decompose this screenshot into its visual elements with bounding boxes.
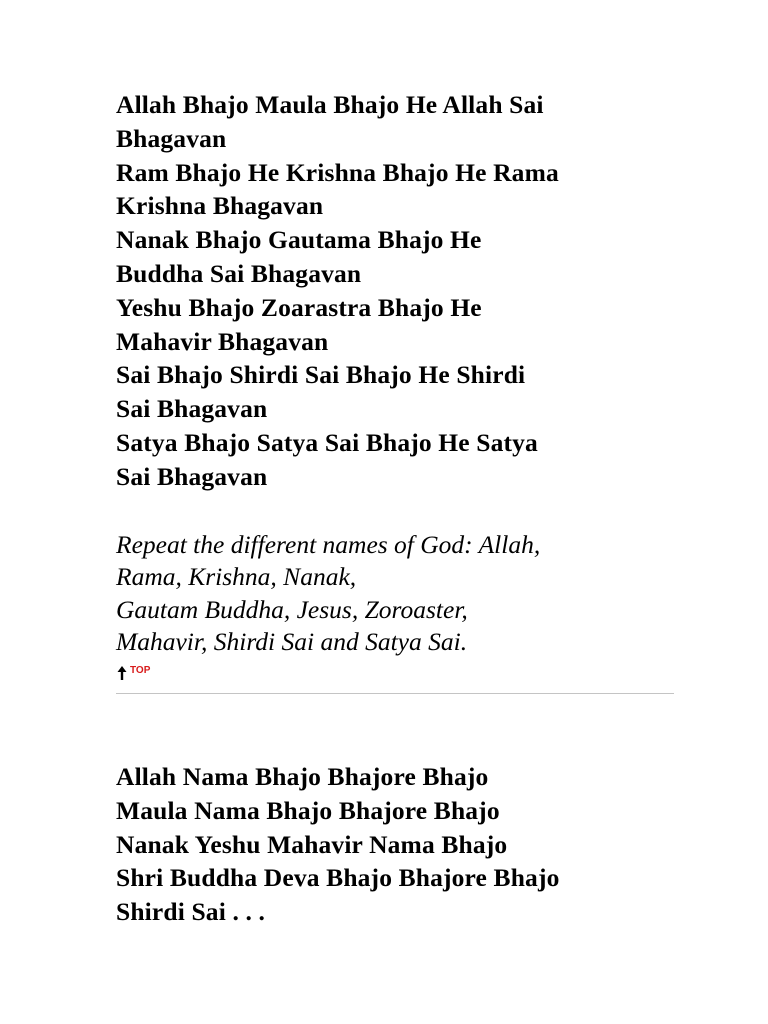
lyric-line: Nanak Yeshu Mahavir Nama Bhajo bbox=[116, 829, 508, 859]
bhajan-lyrics bbox=[116, 88, 676, 494]
bhajan-lyrics-second bbox=[116, 760, 559, 929]
lyric-line: Yeshu Bhajo Zoarastra Bhajo He bbox=[116, 292, 482, 322]
lyric-line: Bhagavan bbox=[116, 123, 227, 153]
lyric-line: Krishna Bhagavan bbox=[116, 191, 324, 221]
lyric-line: Sai Bhajo Shirdi Sai Bhajo He Shirdi bbox=[116, 360, 526, 390]
lyric-line: Shirdi Sai . . . bbox=[116, 897, 266, 927]
lyric-line: Mahavir Bhagavan bbox=[116, 326, 329, 356]
back-to-top-link[interactable] bbox=[116, 659, 150, 681]
up-arrow-icon bbox=[116, 665, 128, 681]
meaning-line: Gautam Buddha, Jesus, Zoroaster, bbox=[116, 594, 468, 624]
meaning-line: Repeat the different names of God: Allah, bbox=[116, 529, 541, 559]
lyric-line: Maula Nama Bhajo Bhajore Bhajo bbox=[116, 795, 500, 825]
lyric-line: Nanak Bhajo Gautama Bhajo He bbox=[116, 225, 482, 255]
meaning-line: Rama, Krishna, Nanak, bbox=[116, 562, 357, 592]
top-link-label: TOP bbox=[130, 664, 151, 676]
meaning-line: Mahavir, Shirdi Sai and Satya Sai. bbox=[116, 627, 468, 657]
lyric-line: Buddha Sai Bhagavan bbox=[116, 258, 362, 288]
section-divider bbox=[116, 693, 674, 694]
lyric-line: Allah Bhajo Maula Bhajo He Allah Sai bbox=[116, 90, 544, 119]
lyric-line: Sai Bhagavan bbox=[116, 461, 268, 491]
bhajan-meaning bbox=[116, 529, 676, 659]
document-page bbox=[116, 88, 676, 927]
lyric-line: Satya Bhajo Satya Sai Bhajo He Satya bbox=[116, 427, 538, 457]
lyric-line: Ram Bhajo He Krishna Bhajo He Rama bbox=[116, 157, 559, 187]
lyric-line: Sai Bhagavan bbox=[116, 394, 268, 424]
lyric-line: Allah Nama Bhajo Bhajore Bhajo bbox=[116, 762, 489, 791]
lyric-line: Shri Buddha Deva Bhajo Bhajore Bhajo bbox=[116, 863, 560, 893]
